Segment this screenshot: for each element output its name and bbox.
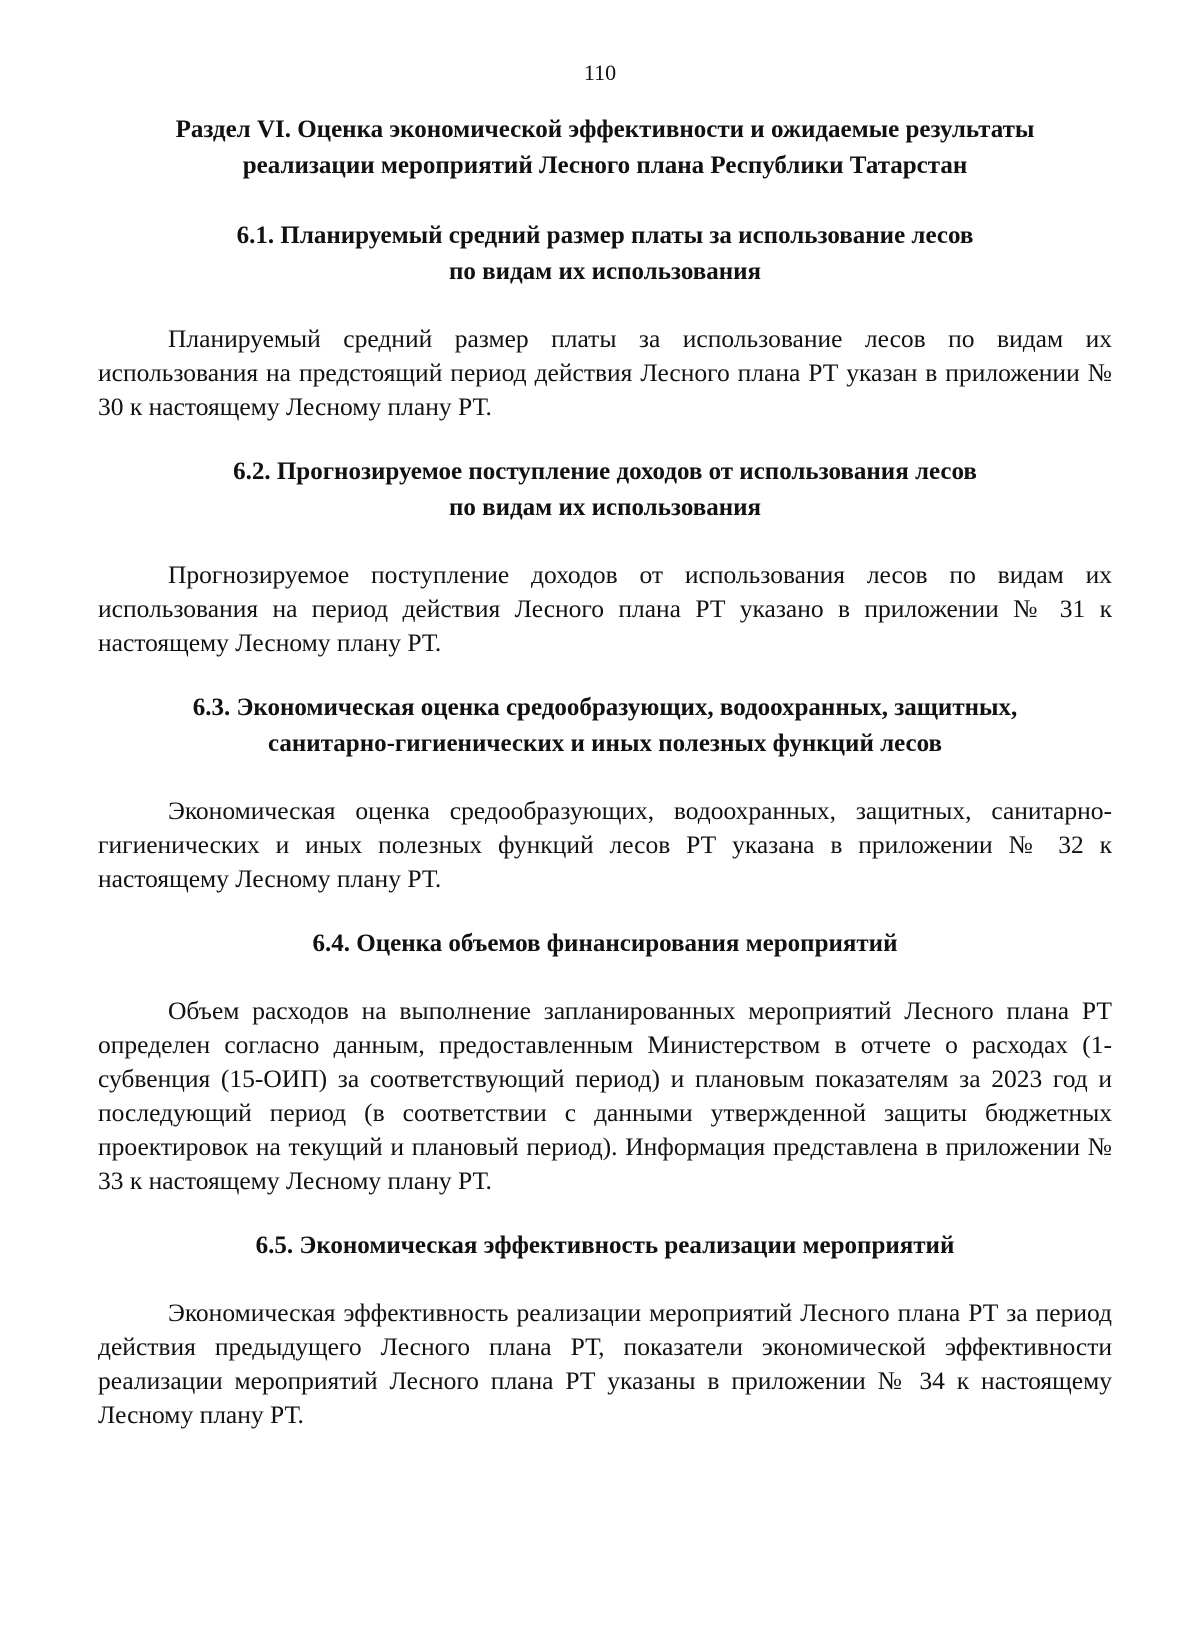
section-title-line: Раздел VI. Оценка экономической эффективности и ожидаемые результаты xyxy=(175,116,1035,143)
subsection-title-line: 6.1. Планируемый средний размер платы за использование лесов xyxy=(236,222,974,249)
subsection-title-line: 6.5. Экономическая эффективность реализации мероприятий xyxy=(255,1232,955,1259)
subsection-title-line: по видам их использования xyxy=(448,494,762,521)
subsection-title-line: санитарно-гигиенических и иных полезных функций лесов xyxy=(268,730,942,757)
subsection-title xyxy=(98,1228,1112,1264)
subsection-6-2 xyxy=(98,454,1112,660)
subsection-paragraph: Экономическая оценка средообразующих, водоохранных, защитных, санитарно-гигиенических и иных полезных функций лесов РТ указана в приложении № 32 к настоящему Лесному плану РТ. xyxy=(98,796,1112,893)
subsection-paragraph: Планируемый средний размер платы за использование лесов по видам их использования на предстоящий период действия Лесного плана РТ указан в приложении № 30 к настоящему Лесному плану РТ. xyxy=(98,324,1112,421)
subsection-6-3 xyxy=(98,690,1112,896)
subsection-title xyxy=(98,454,1112,526)
subsection-title xyxy=(98,926,1112,962)
page-number: 110 xyxy=(583,60,617,85)
section-title-line: реализации мероприятий Лесного плана Республики Татарстан xyxy=(242,152,968,179)
subsection-6-5 xyxy=(98,1228,1112,1432)
subsection-title-line: 6.2. Прогнозируемое поступление доходов от использования лесов xyxy=(233,458,977,485)
subsection-title xyxy=(98,690,1112,762)
subsection-title-line: 6.3. Экономическая оценка средообразующих, водоохранных, защитных, xyxy=(192,694,1018,721)
document-content xyxy=(98,112,1112,1462)
subsection-paragraph: Прогнозируемое поступление доходов от использования лесов по видам их использования на период действия Лесного плана РТ указано в приложении № 31 к настоящему Лесному плану РТ. xyxy=(98,560,1112,657)
subsection-paragraph: Экономическая эффективность реализации мероприятий Лесного плана РТ за период действия предыдущего Лесного плана РТ, показатели экономической эффективности реализации мероприятий Лесного плана РТ указаны в приложении № 34 к настоящему Лесному плану РТ. xyxy=(98,1298,1112,1429)
subsection-title xyxy=(98,218,1112,290)
subsection-6-4 xyxy=(98,926,1112,1198)
subsection-title-line: 6.4. Оценка объемов финансирования мероприятий xyxy=(312,930,898,957)
section-title xyxy=(98,112,1112,184)
subsection-paragraph: Объем расходов на выполнение запланированных мероприятий Лесного плана РТ определен согласно данным, предоставленным Министерством в отчете о расходах (1-субвенция (15-ОИП) за соответствующий период) и плановым показателям за 2023 год и последующий период (в соответствии с данными утвержденной защиты бюджетных проектировок на текущий и плановый период). Информация представлена в приложении № 33 к настоящему Лесному плану РТ. xyxy=(98,996,1112,1195)
subsection-title-line: по видам их использования xyxy=(448,258,762,285)
subsection-6-1 xyxy=(98,218,1112,424)
